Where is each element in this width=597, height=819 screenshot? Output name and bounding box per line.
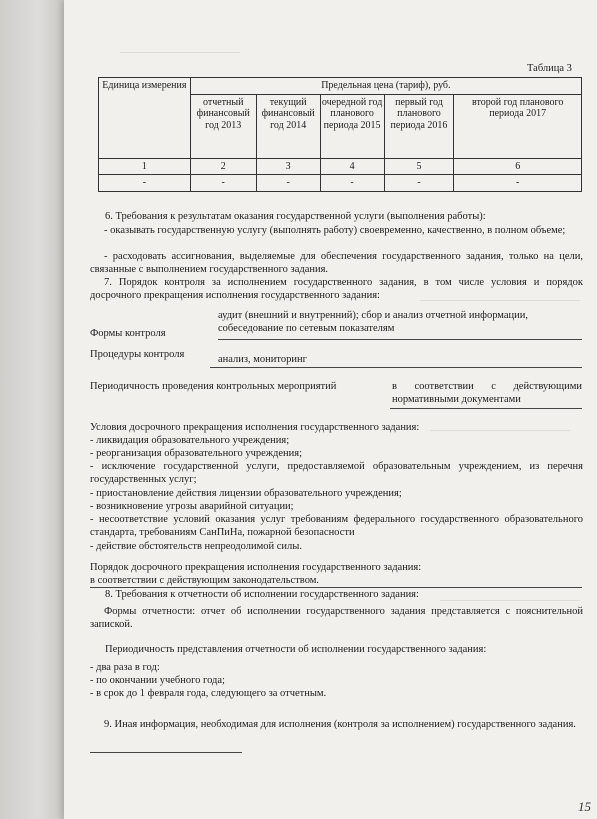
condition-item: - исключение государственной услуги, предоставляемой образовательным учреждением, из перечня государственных услуг; <box>90 461 583 485</box>
forms-control-value: аудит (внешний и внутренний); сбор и анализ отчетной информации, собеседование по сетевым показателям <box>218 310 529 334</box>
table-cell: 3 <box>256 158 320 175</box>
table-cell: 1 <box>99 158 191 175</box>
condition-item: - реорганизация образовательного учреждения; <box>90 448 303 459</box>
table-cell: 5 <box>384 158 454 175</box>
year-header: первый год планового периода 2016 <box>384 94 454 158</box>
procedure-value: в соответствии с действующим законодательством. <box>90 575 320 586</box>
conditions-heading: Условия досрочного прекращения исполнения государственного задания: <box>90 422 420 433</box>
table3-caption: Таблица 3 <box>527 63 572 74</box>
procedures-control-value: анализ, мониторинг <box>218 354 307 365</box>
procedure-heading: Порядок досрочного прекращения исполнения государственного задания: <box>90 562 422 573</box>
section6-item: - расходовать ассигнования, выделяемые для обеспечения государственного задания, только на цели, связанные с выполнением государственного задания. <box>90 251 583 275</box>
year-header: очередной год планового периода 2015 <box>320 94 384 158</box>
section6-heading: 6. Требования к результатам оказания государственной услуги (выполнения работы): <box>105 211 486 222</box>
table-cell: - <box>320 175 384 192</box>
table-cell: - <box>256 175 320 192</box>
divider-line <box>390 408 582 409</box>
section8-forms: Формы отчетности: отчет об исполнении государственного задания представляется с пояснительной запиской. <box>90 606 583 630</box>
divider-line <box>218 339 582 340</box>
condition-item: - возникновение угрозы аварийной ситуации; <box>90 501 294 512</box>
section8-item: - два раза в год: <box>90 662 160 673</box>
table-cell: 2 <box>190 158 256 175</box>
price-table <box>98 77 582 192</box>
section8-heading: 8. Требования к отчетности об исполнении государственного задания: <box>105 589 419 600</box>
table-cell: - <box>454 175 582 192</box>
page-number: 15 <box>578 799 591 814</box>
section8-item: - по окончании учебного года; <box>90 675 225 686</box>
table-cell: - <box>190 175 256 192</box>
divider-line <box>90 752 242 753</box>
unit-header: Единица измерения <box>99 78 191 159</box>
table-cell: - <box>384 175 454 192</box>
periodicity-control-label: Периодичность проведения контрольных мероприятий <box>90 381 337 392</box>
table-cell: - <box>99 175 191 192</box>
section6-item: - оказывать государственную услугу (выполнять работу) своевременно, качественно, в полном объеме; <box>104 225 566 236</box>
condition-item: - ликвидация образовательного учреждения; <box>90 435 290 446</box>
section7-heading: 7. Порядок контроля за исполнением государственного задания, в том числе условия и порядок досрочного прекращения исполнения государственного задания: <box>90 277 583 301</box>
divider-line <box>210 367 582 368</box>
forms-control-label: Формы контроля <box>90 328 166 339</box>
section8-item: - в срок до 1 февраля года, следующего за отчетным. <box>90 688 327 699</box>
condition-item: - приостановление действия лицензии образовательного учреждения; <box>90 488 402 499</box>
year-header: текущий финансовый год 2014 <box>256 94 320 158</box>
table-cell: 6 <box>454 158 582 175</box>
condition-item: - действие обстоятельств непреодолимой силы. <box>90 541 302 552</box>
condition-item: - несоответствие условий оказания услуг требованиям федерального государственного образовательного стандарта, требованиям СанПиНа, пожарной безопасности <box>90 514 583 538</box>
price-header: Предельная цена (тариф), руб. <box>190 78 581 95</box>
year-header: отчетный финансовый год 2013 <box>190 94 256 158</box>
procedures-control-label: Процедуры контроля <box>90 349 185 360</box>
year-header: второй год планового периода 2017 <box>454 94 582 158</box>
periodicity-control-value: в соответствии с действующими нормативными документами <box>392 381 582 405</box>
section8-periodicity-heading: Периодичность представления отчетности об исполнении государственного задания: <box>105 644 487 655</box>
section9-heading: 9. Иная информация, необходимая для исполнения (контроля за исполнением) государственного задания. <box>104 719 576 730</box>
table-cell: 4 <box>320 158 384 175</box>
